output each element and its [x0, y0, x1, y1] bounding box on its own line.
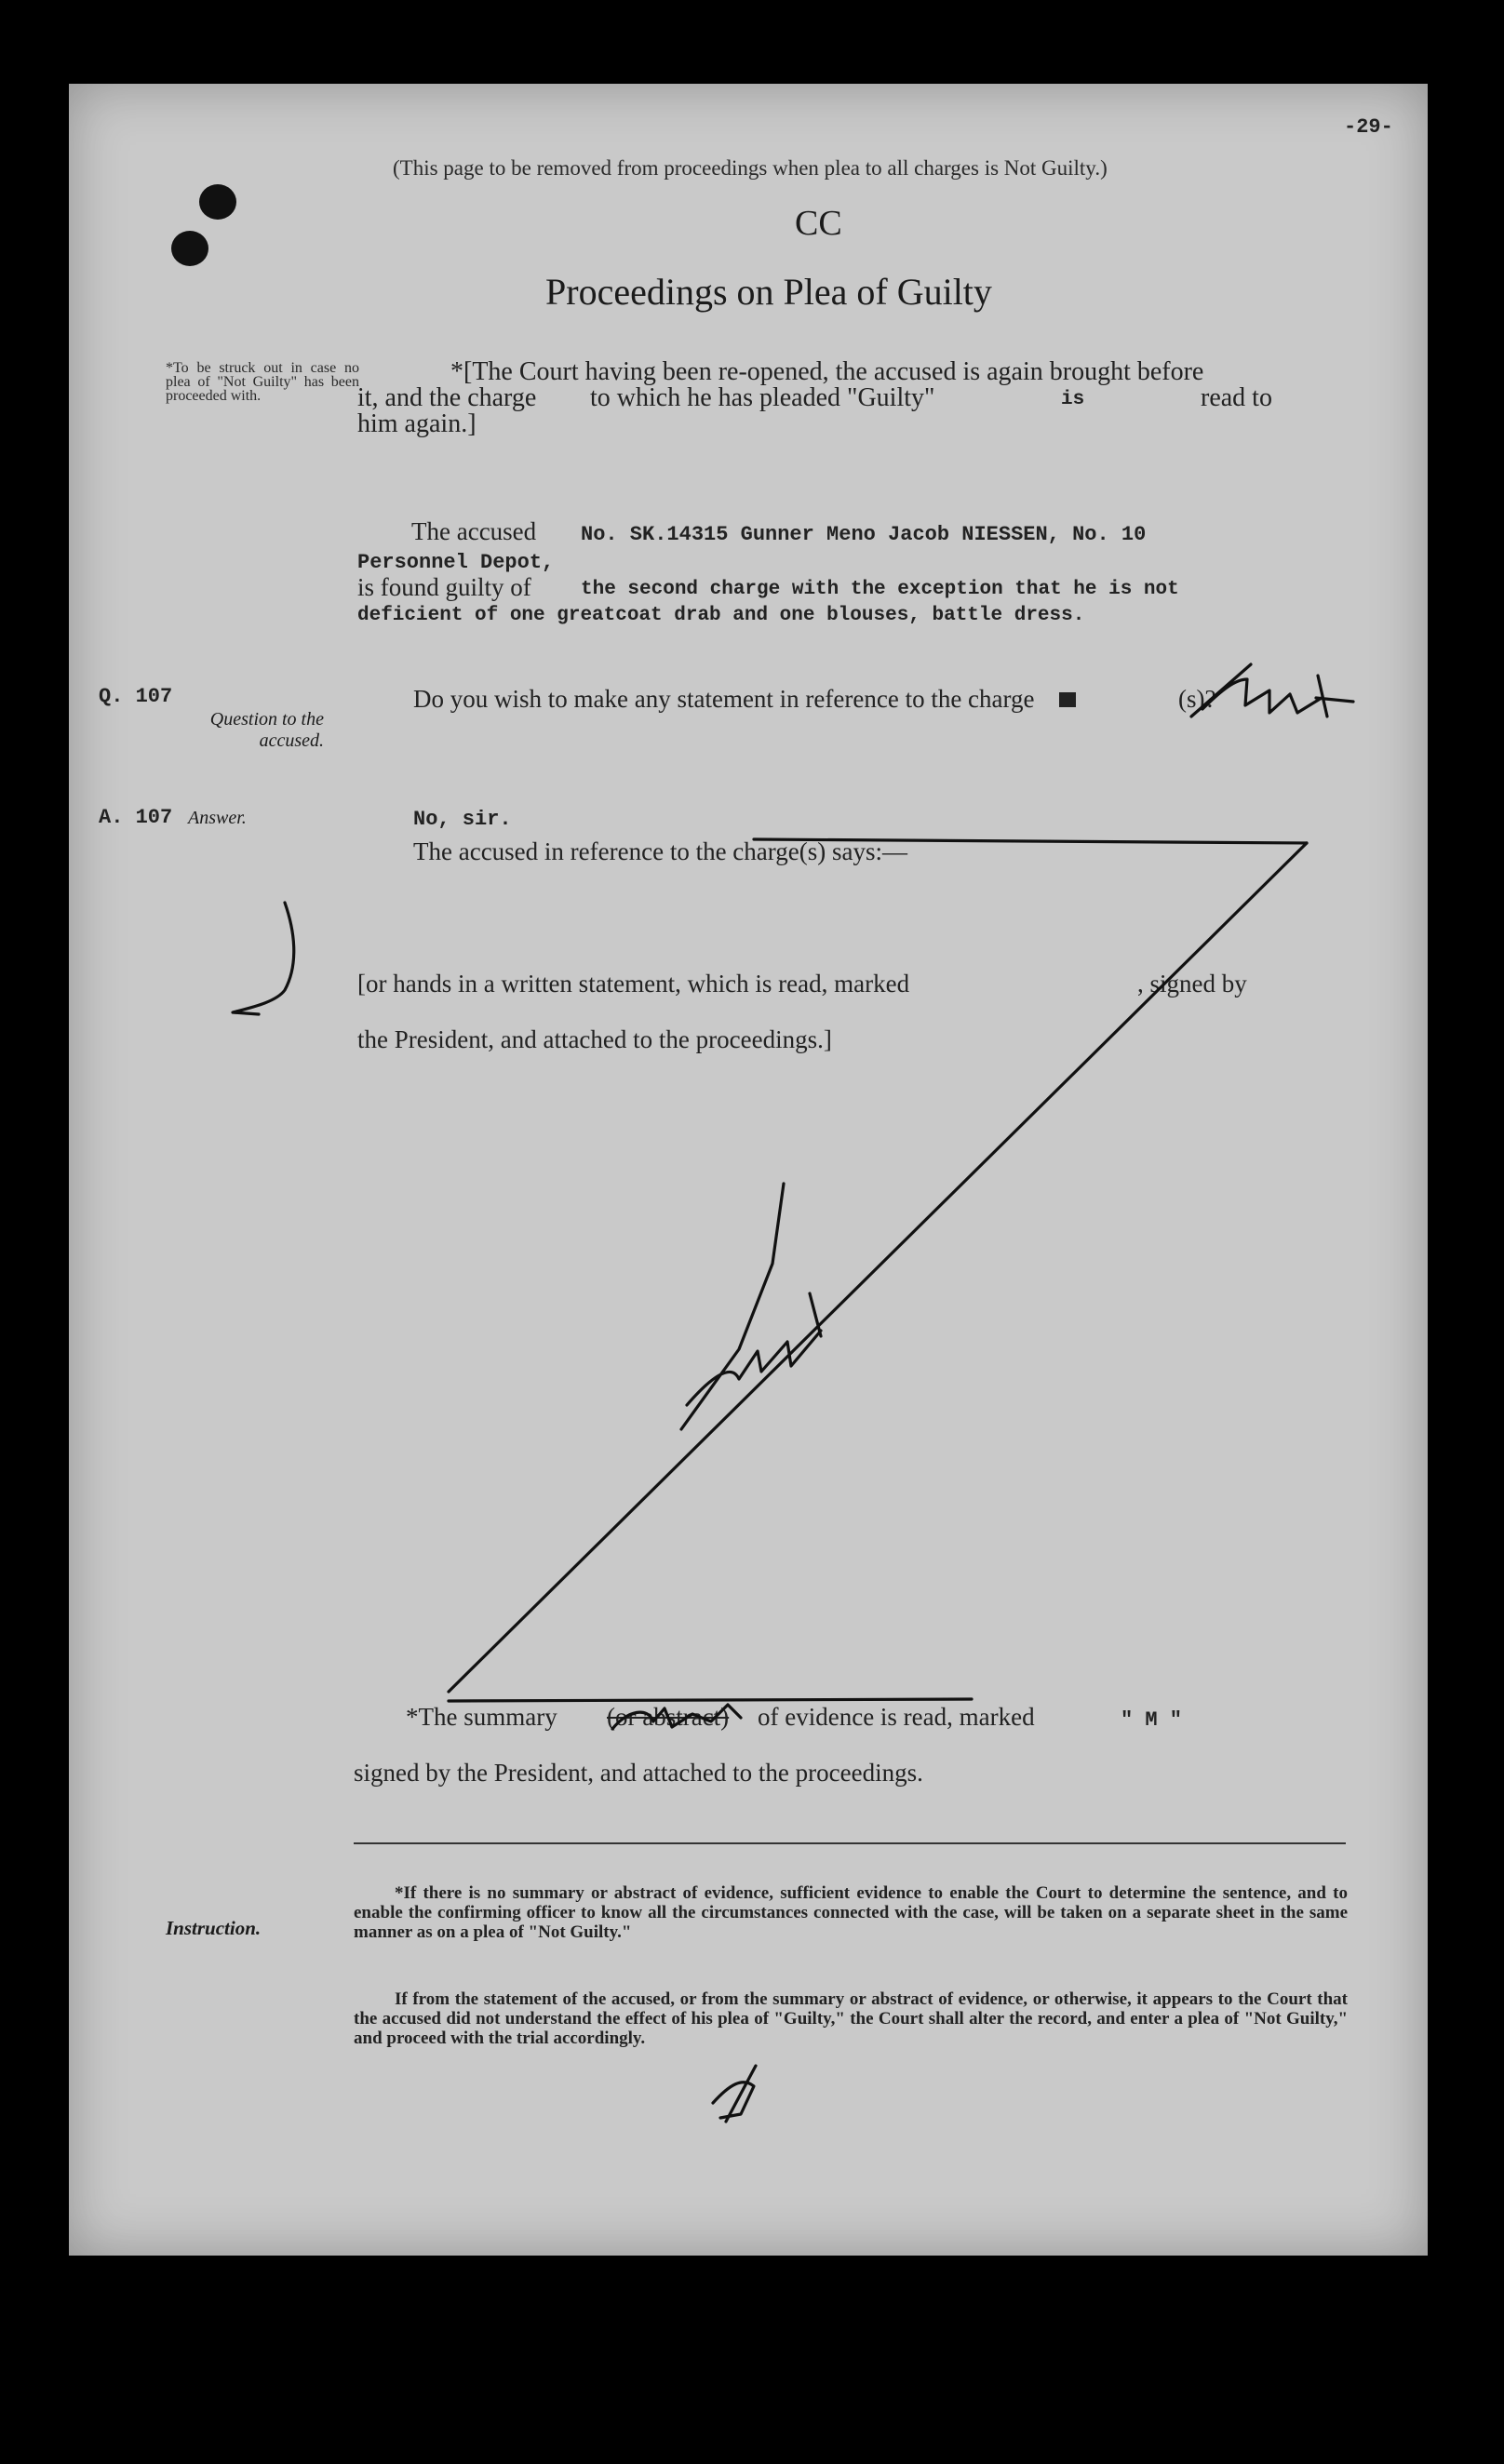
page-number: -29- [1344, 115, 1393, 139]
strike-line-bottom [449, 1699, 972, 1701]
initials-signature-summary [612, 1705, 741, 1729]
form-code: CC [795, 204, 842, 243]
struck-letter-box [1059, 692, 1076, 707]
question-number: Q. 107 [99, 685, 173, 708]
reopened-line-2a: it, and the charge [357, 383, 537, 412]
summary-mark: " M " [1121, 1708, 1183, 1732]
instruction-paragraph-1: *If there is no summary or abstract of evidence, sufficient evidence to enable the Court to determine the sentence, and to enable the confirming officer to know all the circumstances connected with the case, will be taken on a separate sheet in the same manner as on a plea of "Not Guilty." [354, 1883, 1348, 1942]
document-page [69, 84, 1428, 2256]
strike-diagonal [449, 843, 1307, 1692]
question-label: Question to the accused. [209, 709, 324, 751]
answer-label: Answer. [188, 808, 247, 828]
finding-line-1: the second charge with the exception that he is not [581, 579, 1179, 600]
written-statement-line-1: [or hands in a written statement, which is read, marked [357, 970, 910, 998]
page-title: Proceedings on Plea of Guilty [545, 271, 992, 313]
accused-unit: Personnel Depot, [357, 551, 555, 574]
summary-label: *The summary [406, 1703, 557, 1731]
finding-line-2: deficient of one greatcoat drab and one blouses, battle dress. [357, 605, 1085, 626]
accused-says: The accused in reference to the charge(s) says:— [413, 837, 907, 865]
accused-label: The accused [411, 517, 537, 545]
question-text: Do you wish to make any statement in reference to the charge [413, 685, 1035, 713]
summary-line-2: signed by the President, and attached to the proceedings. [354, 1759, 923, 1787]
instruction-paragraph-2: If from the statement of the accused, or from the summary or abstract of evidence, or otherwise, it appears to the Court that the accused did not understand the effect of his plea of "Guilty," the Court shall alter the record, and enter a plea of "Not Guilty," and proceed with the trial accordingly. [354, 1989, 1348, 2048]
handwriting-overlay [69, 84, 1428, 2256]
summary-rest: of evidence is read, marked [758, 1703, 1035, 1731]
reopened-line-3: him again.] [357, 409, 477, 438]
found-guilty-label: is found guilty of [357, 573, 531, 601]
removal-note: (This page to be removed from proceedings when plea to all charges is Not Guilty.) [393, 156, 1108, 180]
written-statement-signed: , signed by [1137, 970, 1247, 998]
strike-line-top [754, 839, 1307, 843]
reopened-line-1: *[The Court having been re-opened, the accused is again brought before [450, 357, 1204, 386]
written-statement-line-2: the President, and attached to the proceedings.] [357, 1025, 832, 1053]
instruction-label: Instruction. [166, 1917, 262, 1939]
struck-out-note: *To be struck out in case no plea of "Not Guilty" has been proceeded with. [166, 360, 359, 404]
reopened-line-2b: to which he has pleaded "Guilty" [590, 383, 935, 412]
reopened-read-to: read to [1201, 383, 1272, 412]
question-suffix: (s)? [1178, 685, 1216, 713]
bottom-mark [713, 2066, 756, 2122]
initials-signature-question [1191, 664, 1353, 716]
accused-name: No. SK.14315 Gunner Meno Jacob NIESSEN, No. 10 [581, 523, 1147, 546]
answer-text: No, sir. [413, 808, 512, 831]
reopened-is: is [1061, 389, 1085, 410]
answer-number: A. 107 [99, 806, 173, 829]
summary-struck: (or abstract) [607, 1703, 730, 1731]
margin-pencil-mark [233, 903, 294, 1014]
